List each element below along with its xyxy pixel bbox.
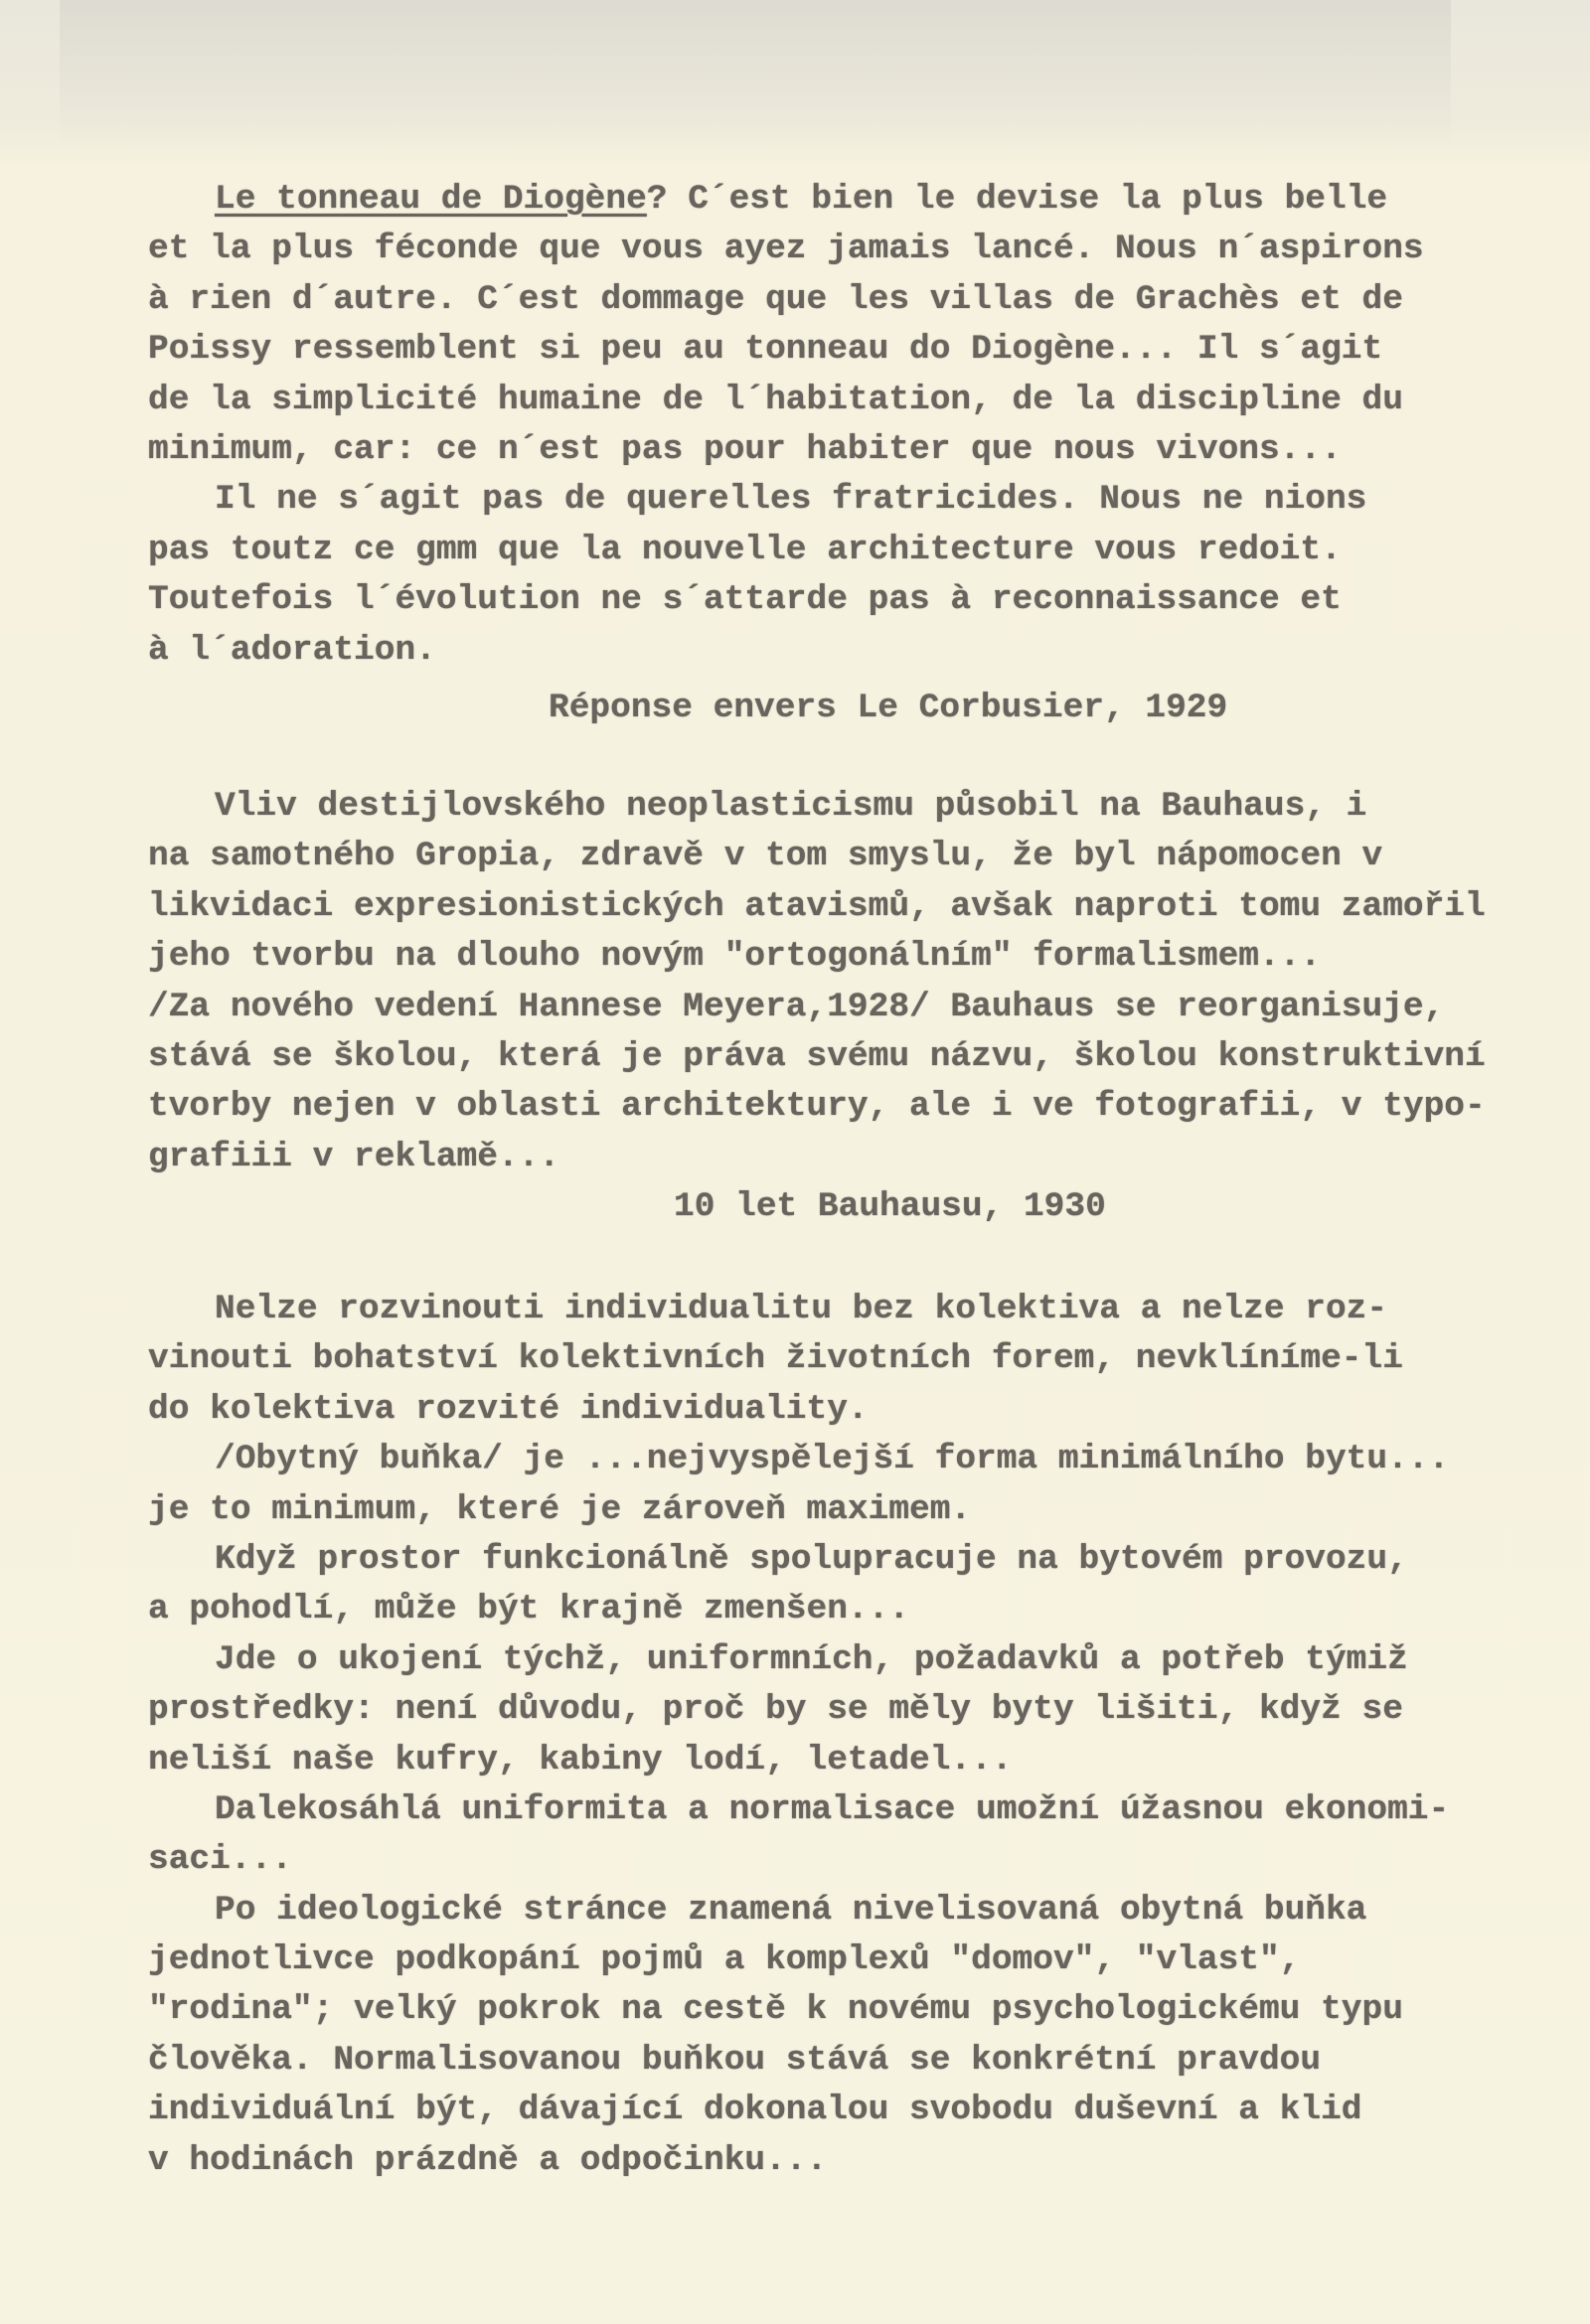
text-line: tvorby nejen v oblasti architektury, ale i ve fotografii, v typo- — [148, 1087, 1486, 1127]
text-line: /Za nového vedení Hannese Meyera,1928/ Bauhaus se reorganisuje, — [148, 987, 1445, 1026]
text-line: et la plus féconde que vous ayez jamais lancé. Nous n´aspirons — [148, 230, 1424, 269]
text-line: Když prostor funkcionálně spolupracuje na bytovém provozu, — [215, 1539, 1408, 1579]
text-line: vinouti bohatství kolektivních životních forem, nevklíníme-li — [148, 1339, 1403, 1379]
text-line: jednotlivce podkopání pojmů a komplexů "domov", "vlast", — [148, 1940, 1301, 1980]
text-line: stává se školou, která je práva svému názvu, školou konstruktivní — [148, 1036, 1486, 1076]
text-line: /Obytný buňka/ je ...nejvyspělejší forma minimálního bytu... — [215, 1440, 1450, 1479]
text-line: prostředky: není důvodu, proč by se měly byty lišiti, když se — [148, 1690, 1403, 1730]
underlined-title: Le tonneau de Diogène — [215, 180, 647, 219]
text-line: Jde o ukojení týchž, uniformních, požadavků a potřeb týmiž — [215, 1639, 1408, 1679]
text-line: Poissy ressemblent si peu au tonneau do Diogène... Il s´agit — [148, 330, 1383, 370]
text-line: a pohodlí, může být krajně zmenšen... — [148, 1590, 910, 1629]
text-line: minimum, car: ce n´est pas pour habiter que nous vivons... — [148, 429, 1342, 469]
text-line: Le tonneau de Diogène? C´est bien le devise la plus belle — [215, 180, 1388, 219]
scan-shadow — [60, 0, 1451, 149]
attribution: Réponse envers Le Corbusier, 1929 — [549, 689, 1228, 727]
text-line: grafiii v reklamě... — [148, 1137, 560, 1176]
attribution-1929 — [148, 684, 1460, 733]
text-line: je to minimum, které je zároveň maximem. — [148, 1489, 972, 1529]
text-line: na samotného Gropia, zdravě v tom smyslu, že byl nápomocen v — [148, 837, 1383, 876]
text-line: jeho tvorbu na dlouho novým "ortogonálním" formalismem... — [148, 937, 1322, 977]
text-line: v hodinách prázdně a odpočinku... — [148, 2140, 828, 2180]
attribution: 10 let Bauhausu, 1930 — [674, 1187, 1106, 1226]
text-line: člověka. Normalisovanou buňkou stává se konkrétní pravdou — [148, 2040, 1322, 2080]
quote-block-le-corbusier — [148, 175, 1460, 676]
quote-block-bauhaus — [148, 782, 1486, 1182]
text-line: Toutefois l´évolution ne s´attarde pas à reconnaissance et — [148, 580, 1342, 620]
text-line: individuální být, dávající dokonalou svobodu duševní a klid — [148, 2091, 1362, 2130]
text-line: Il ne s´agit pas de querelles fratricides. Nous ne nions — [215, 480, 1367, 520]
text-line: "rodina"; velký pokrok na cestě k novému psychologickému typu — [148, 1990, 1403, 2030]
text-line: à l´adoration. — [148, 630, 436, 670]
text-line: Nelze rozvinouti individualitu bez kolektiva a nelze roz- — [215, 1290, 1388, 1328]
quote-block-obytna-bunka — [148, 1285, 1460, 2186]
text-line: Dalekosáhlá uniformita a normalisace umožní úžasnou ekonomi- — [215, 1789, 1450, 1829]
attribution-1930 — [148, 1182, 1460, 1232]
text-line: Po ideologické stránce znamená nivelisovaná obytná buňka — [215, 1890, 1367, 1930]
text-line: saci... — [148, 1840, 292, 1880]
text-line: pas toutz ce gmm que la nouvelle architecture vous redoit. — [148, 530, 1342, 569]
text-line: Vliv destijlovského neoplasticismu působil na Bauhaus, i — [215, 787, 1367, 826]
text-line: neliší naše kufry, kabiny lodí, letadel... — [148, 1740, 1013, 1780]
text-line: likvidaci expresionistických atavismů, avšak naproti tomu zamořil — [148, 886, 1486, 926]
text-line: do kolektiva rozvité individuality. — [148, 1389, 869, 1429]
text-line: à rien d´autre. C´est dommage que les villas de Grachès et de — [148, 279, 1403, 319]
text-line: de la simplicité humaine de l´habitation, de la discipline du — [148, 380, 1403, 419]
